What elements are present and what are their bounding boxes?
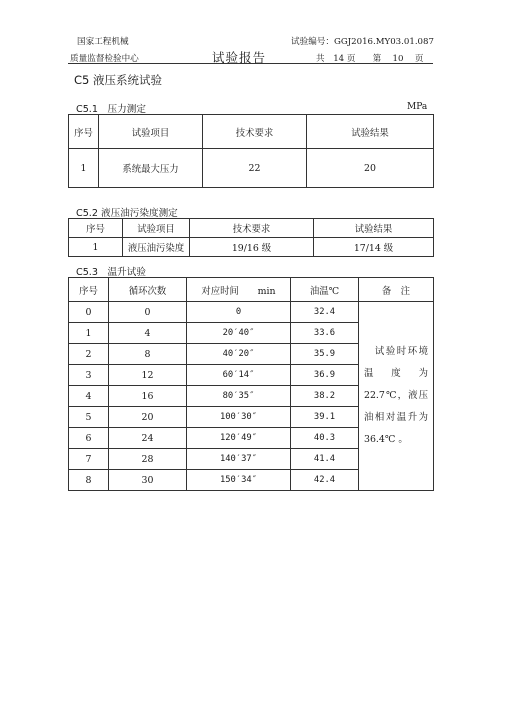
- table-cell: 140′37″: [187, 449, 291, 470]
- pressure-table: [68, 114, 434, 188]
- remarks-cell: 试验时环境温度为22.7℃，液压油相对温升为36.4℃ 。: [359, 302, 434, 491]
- table-cell: 0: [69, 302, 109, 323]
- table-cell: 液压油污染度: [123, 238, 190, 257]
- table-row: [69, 149, 434, 188]
- header-cell: 技术要求: [190, 219, 314, 238]
- table-cell: 32.4: [291, 302, 359, 323]
- table-cell: 40′20″: [187, 344, 291, 365]
- table-cell: 1: [69, 323, 109, 344]
- subsection-title-contamination: C5.2 液压油污染度测定: [76, 208, 178, 219]
- table-cell: 20′40″: [187, 323, 291, 344]
- table-cell: 12: [109, 365, 187, 386]
- table-cell: 系统最大压力: [99, 149, 203, 188]
- table-cell: 35.9: [291, 344, 359, 365]
- table-cell: 80′35″: [187, 386, 291, 407]
- table-cell: 24: [109, 428, 187, 449]
- table-cell: 6: [69, 428, 109, 449]
- table-cell: 120′49″: [187, 428, 291, 449]
- header-cell: 技术要求: [203, 115, 307, 149]
- table-cell: 2: [69, 344, 109, 365]
- org-name-line2: 质量监督检验中心: [70, 54, 139, 64]
- table-header-row: [69, 278, 434, 302]
- table-cell: 38.2: [291, 386, 359, 407]
- table-cell: 0: [109, 302, 187, 323]
- org-name-line1: 国家工程机械: [77, 37, 129, 47]
- table-cell: 28: [109, 449, 187, 470]
- table-cell: 0: [187, 302, 291, 323]
- section-title: C5 液压系统试验: [74, 73, 163, 87]
- table-cell: 33.6: [291, 323, 359, 344]
- table-header-row: [69, 219, 434, 238]
- table-cell: 150′34″: [187, 470, 291, 491]
- table-cell: 4: [69, 386, 109, 407]
- header-cell: 试验项目: [123, 219, 190, 238]
- table-cell: 8: [109, 344, 187, 365]
- header-cell: 循环次数: [109, 278, 187, 302]
- report-number: 试验编号：GGJ2016.MY03.01.087: [291, 37, 434, 47]
- unit-label: MPa: [407, 102, 428, 112]
- table-cell: 17/14 级: [314, 238, 434, 257]
- header-cell: 试验结果: [314, 219, 434, 238]
- table-cell: 3: [69, 365, 109, 386]
- header-cell: 备 注: [359, 278, 434, 302]
- table-cell: 60′14″: [187, 365, 291, 386]
- contamination-table: [68, 218, 434, 257]
- table-cell: 7: [69, 449, 109, 470]
- table-row: [69, 238, 434, 257]
- table-cell: 100′30″: [187, 407, 291, 428]
- table-cell: 36.9: [291, 365, 359, 386]
- temperature-rise-table: [68, 277, 434, 491]
- subsection-title-pressure: C5.1 压力测定: [76, 104, 146, 115]
- header-rule: [68, 63, 433, 64]
- table-cell: 1: [69, 238, 123, 257]
- subsection-title-temperature: C5.3 温升试验: [76, 267, 146, 278]
- header-cell: 油温℃: [291, 278, 359, 302]
- header-cell: 序号: [69, 219, 123, 238]
- table-cell: 19/16 级: [190, 238, 314, 257]
- header-cell: 序号: [69, 278, 109, 302]
- table-cell: 41.4: [291, 449, 359, 470]
- table-cell: 4: [109, 323, 187, 344]
- table-cell: 20: [109, 407, 187, 428]
- table-cell: 20: [307, 149, 434, 188]
- table-cell: 5: [69, 407, 109, 428]
- report-title: 试验报告: [212, 50, 267, 65]
- table-row: [69, 302, 434, 323]
- table-cell: 40.3: [291, 428, 359, 449]
- table-cell: 22: [203, 149, 307, 188]
- table-cell: 30: [109, 470, 187, 491]
- page-info: 共 14 页 第 10 页: [316, 54, 424, 64]
- table-header-row: [69, 115, 434, 149]
- header-cell: 试验结果: [307, 115, 434, 149]
- header-cell: 序号: [69, 115, 99, 149]
- table-cell: 42.4: [291, 470, 359, 491]
- table-cell: 39.1: [291, 407, 359, 428]
- header-cell: 对应时间 min: [187, 278, 291, 302]
- table-cell: 1: [69, 149, 99, 188]
- header-cell: 试验项目: [99, 115, 203, 149]
- table-cell: 16: [109, 386, 187, 407]
- table-cell: 8: [69, 470, 109, 491]
